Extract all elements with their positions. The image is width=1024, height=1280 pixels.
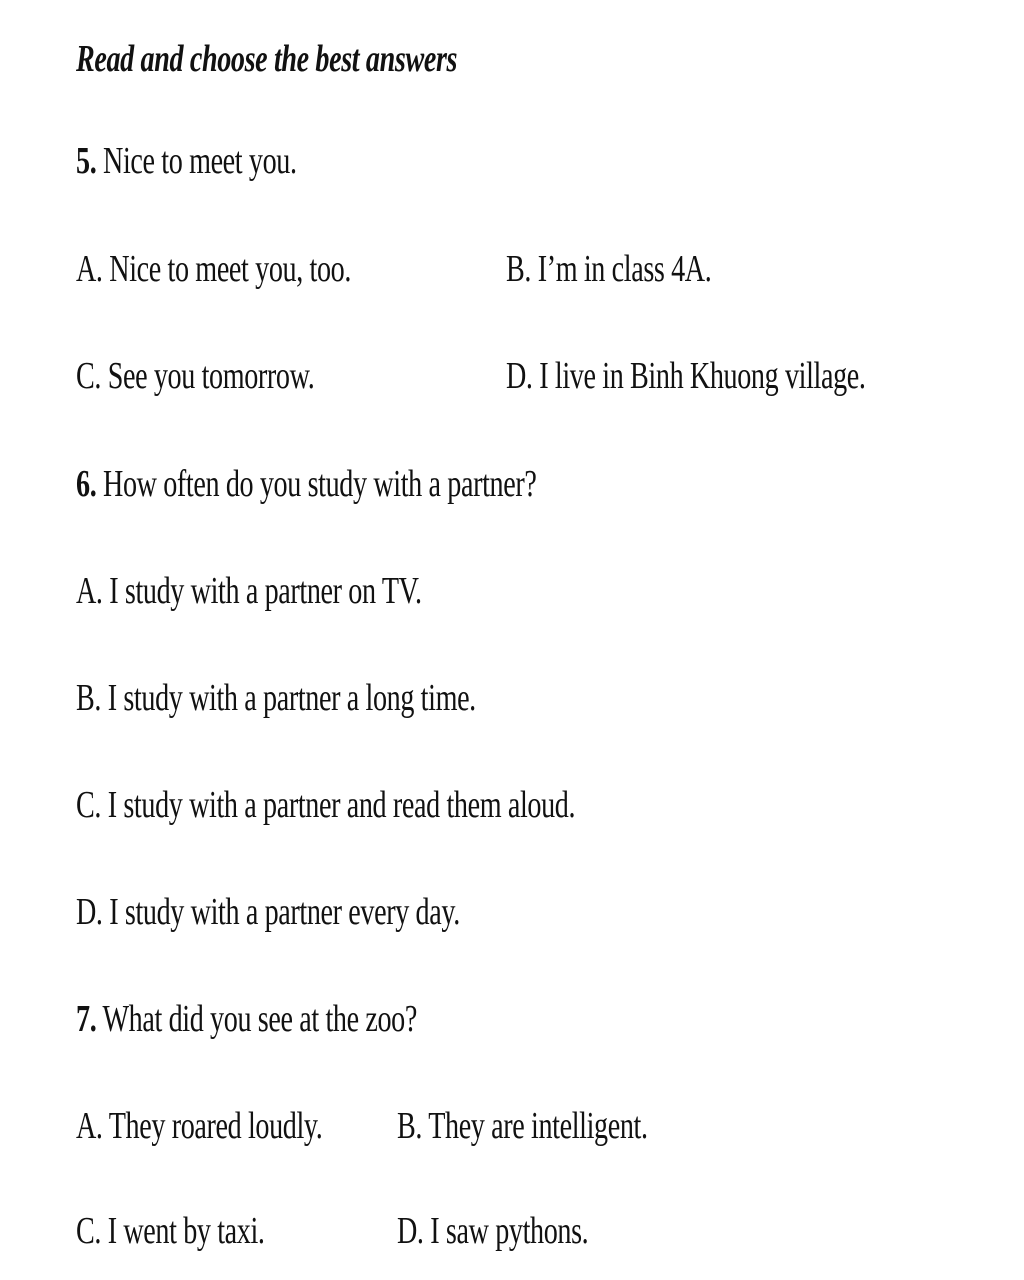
- question-text: Nice to meet you.: [96, 140, 297, 182]
- question-7: [76, 1000, 417, 1038]
- question-text: How often do you study with a partner?: [96, 463, 537, 505]
- question-7-option-c: C. I went by taxi.: [76, 1210, 265, 1252]
- question-5: [76, 142, 297, 180]
- question-number: 5.: [76, 140, 97, 182]
- question-6-option-a: A. I study with a partner on TV.: [76, 570, 422, 612]
- question-7-option-d: D. I saw pythons.: [397, 1210, 589, 1252]
- question-number: 7.: [76, 998, 97, 1040]
- question-5-option-c: C. See you tomorrow.: [76, 355, 315, 397]
- question-5-option-d: D. I live in Binh Khuong village.: [506, 355, 866, 397]
- question-6-option-c: C. I study with a partner and read them aloud.: [76, 784, 576, 826]
- question-7-option-b: B. They are intelligent.: [397, 1105, 648, 1147]
- question-5-option-b: B. I’m in class 4A.: [506, 248, 712, 290]
- question-7-option-a: A. They roared loudly.: [76, 1105, 323, 1147]
- question-6: [76, 465, 536, 503]
- question-6-option-b: B. I study with a partner a long time.: [76, 677, 476, 719]
- instruction-heading: Read and choose the best answers: [76, 38, 458, 80]
- question-number: 6.: [76, 463, 97, 505]
- question-6-option-d: D. I study with a partner every day.: [76, 891, 460, 933]
- question-5-option-a: A. Nice to meet you, too.: [76, 248, 352, 290]
- question-text: What did you see at the zoo?: [96, 998, 417, 1040]
